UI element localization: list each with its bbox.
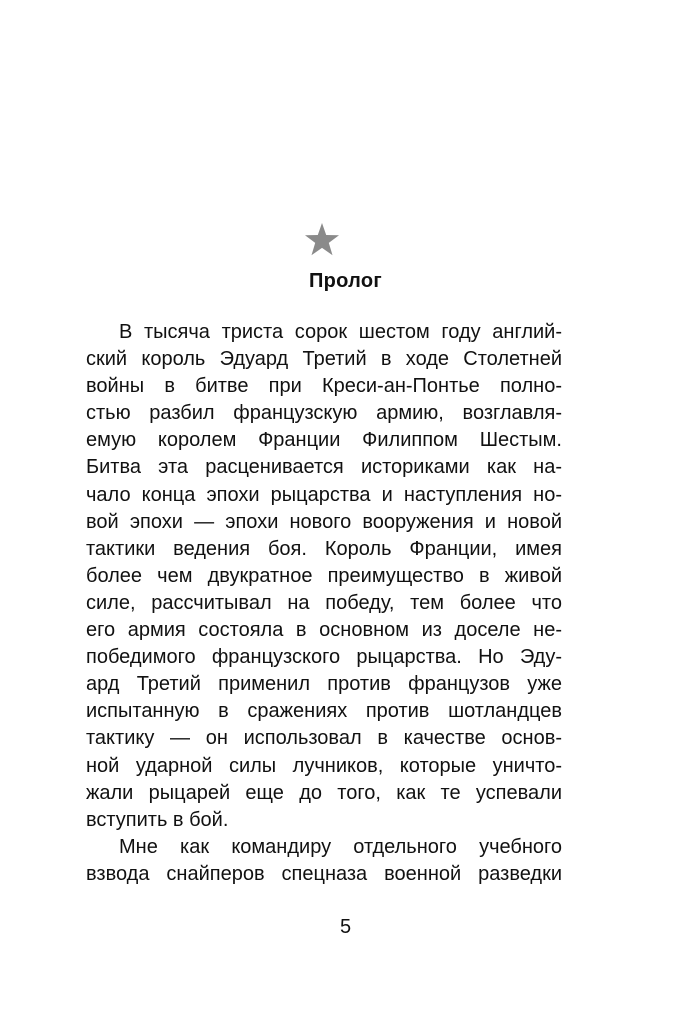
text-line: более чем двукратное преимущество в живой (86, 564, 562, 587)
body-text (86, 319, 562, 888)
text-line: испытанную в сражениях против шотландцев (86, 700, 562, 723)
text-line: победимого французского рыцарства. Но Эду- (86, 646, 562, 669)
text-line: стью разбил французскую армию, возглавля- (86, 402, 562, 425)
star-ornament-graphic (304, 222, 340, 258)
star-shape (305, 223, 339, 255)
chapter-heading: Пролог (308, 270, 383, 292)
text-line: В тысяча триста сорок шестом году англий- (119, 321, 562, 343)
text-line: ард Третий применил против французов уже (86, 673, 562, 696)
text-line: жали рыцарей еще до того, как те успевали (86, 781, 562, 804)
text-line: вступить в бой. (86, 808, 229, 831)
star-icon (304, 222, 340, 258)
text-line: силе, рассчитывал на победу, тем более что (86, 591, 562, 614)
text-line: Мне как командиру отдельного учебного (119, 835, 562, 858)
text-line: взвода снайперов спецназа военной разведки (86, 862, 562, 885)
text-line: тактики ведения боя. Король Франции, имея (86, 537, 562, 560)
text-line: чало конца эпохи рыцарства и наступления но- (86, 483, 562, 506)
text-line: войны в битве при Креси-ан-Понтье полно- (86, 375, 562, 398)
text-line: емую королем Франции Филиппом Шестым. (86, 429, 562, 452)
text-line: ной ударной силы лучников, которые уничто- (86, 754, 562, 777)
text-line: его армия состояла в основном из доселе не- (86, 619, 562, 642)
text-line: тактику — он использовал в качестве основ- (86, 727, 562, 750)
page-number: 5 (339, 916, 352, 938)
text-line: вой эпохи — эпохи нового вооружения и новой (86, 510, 562, 533)
text-line: ский король Эдуард Третий в ходе Столетней (86, 348, 562, 371)
text-line: Битва эта расценивается историками как на- (86, 456, 562, 479)
